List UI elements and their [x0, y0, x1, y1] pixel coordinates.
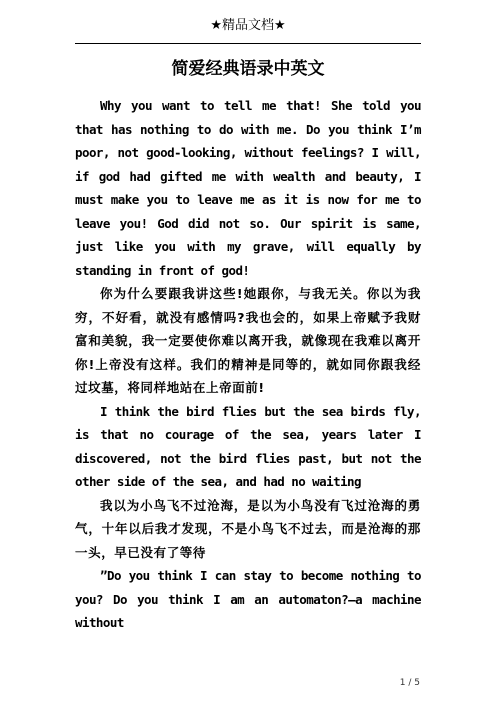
- paragraph-chinese: 你为什么要跟我讲这些!她跟你，与我无关。你以为我穷，不好看，就没有感情吗?我也会的，如果上帝赋予我财富和美貌，我一定要使你难以离开我，就像现在我难以离开你!上帝没有这样。我们的精神是同等的，就如同你跟我经过坟墓，将同样地站在上帝面前!: [75, 286, 421, 395]
- paragraph-chinese: 我以为小鸟飞不过沧海，是以为小鸟没有飞过沧海的勇气，十年以后我才发现，不是小鸟飞不过去，而是沧海的那一头，早已没有了等待: [75, 497, 421, 560]
- header-divider: [75, 43, 421, 44]
- page-header: ★精品文档★: [210, 18, 286, 33]
- paragraph-english: ”Do you think I can stay to become nothing to you? Do you think I am an automaton?—a machine without: [75, 568, 421, 630]
- page-number: 1 / 5: [399, 678, 420, 688]
- paragraph-english: Why you want to tell me that! She told you that has nothing to do with me. Do you think I’m poor, not good-looking, without feelings? I will, if god had gifted me with wealth and beauty, I must make you to leave me as it is now for me to leave you! God did not so. Our spirit is same, just like you with my grave, will equally by standing in front of god!: [75, 98, 421, 278]
- document-title: 简爱经典语录中英文: [171, 59, 325, 79]
- paragraph-english: I think the bird flies but the sea birds fly, is that no courage of the sea, years later I discovered, not the bird flies past, but not the other side of the sea, and had no waiting: [75, 403, 421, 489]
- document-body: [75, 94, 421, 635]
